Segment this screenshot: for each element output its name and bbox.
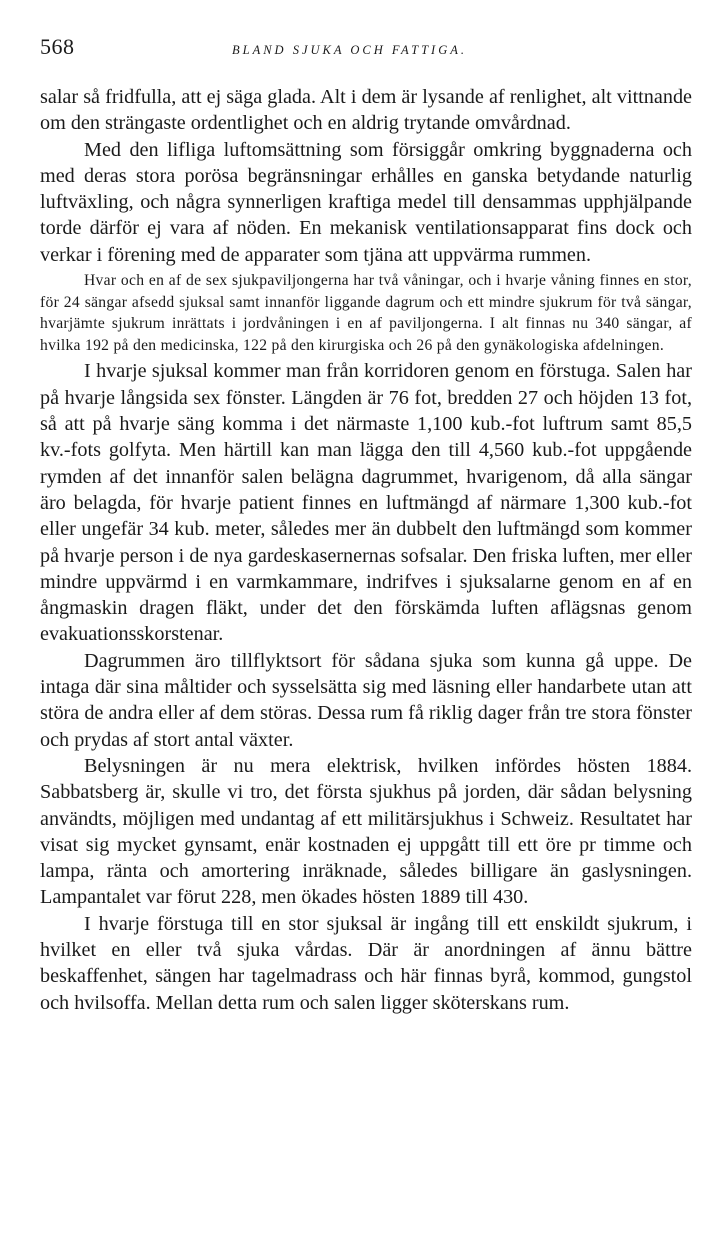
paragraph-continuation: salar så fridfulla, att ej säga glada. Alt i dem är lysande af renlighet, alt vittnande om den strängaste ordentlighet och en aldrig trytande omvårdnad. [40, 86, 692, 135]
running-title: BLAND SJUKA OCH FATTIGA. [232, 43, 467, 57]
page-number: 568 [40, 34, 75, 59]
paragraph-belysning: Belysningen är nu mera elektrisk, hvilken infördes hösten 1884. Sabbatsberg är, skulle vi tro, det första sjukhus på jorden, där sådan belysning användts, möjligen med undantag af ett militärsjukhus i Schweiz. Resultatet har visat sig mycket gynsamt, enär kostnaden ej uppgått till ett öre pr timme och lampa, ränta och amortering inräknade, således billigare än gaslysningen. Lampantalet var förut 228, men ökades hösten 1889 till 430. [40, 754, 692, 909]
paragraph-ventilation: Med den lifliga luftomsättning som försiggår omkring byggnaderna och med deras stora porösa begränsningar erhålles en ganska betydande naturlig luftväxling, och några synnerligen kraftiga medel till densammas upphjälpande torde därför ej vara af nöden. En mekanisk ventilationsapparat fins dock och verkar i förening med de apparater som tjäna att uppvärma rummen. [40, 138, 692, 266]
paragraph-sjuksal: I hvarje sjuksal kommer man från korridoren genom en förstuga. Salen har på hvarje långsida sex fönster. Längden är 76 fot, bredden 27 och höjden 13 fot, så att på hvarje säng komma i det närmaste 1,100 kub.-fot luftrum samt 85,5 kv.-fots golfyta. Men härtill kan man lägga den till 4,560 kub.-fot uppgående rymden af det innanför salen belägna dagrummet, hvarigenom, då alla sängar äro belagda, för hvarje patient finnes en luftmängd af närmare 1,300 kub.-fot eller ungefär 34 kub. meter, således mer än dubbelt den luftmängd som kommer på hvarje person i de nya gardeskasernernas sofsalar. Den friska luften, mer eller mindre uppvärmd i en varmkammare, indrifves i sjuksalarne genom en af en ångmaskin dragen fläkt, under det den förskämda luften aflägsnas genom evakuationsskorstenar. [40, 360, 692, 646]
paragraph-forstuga: I hvarje förstuga till en stor sjuksal är ingång till ett enskildt sjukrum, i hvilket en eller två sjuka vårdas. Där är anordningen af ännu bättre beskaffenhet, sängen har tagelmadrass och här finnas byrå, kommod, gungstol och hvilsoffa. Mellan detta rum och salen ligger sköterskans rum. [40, 912, 692, 1014]
paragraph-dagrum: Dagrummen äro tillflyktsort för sådana sjuka som kunna gå uppe. De intaga där sina måltider och sysselsätta sig med läsning eller handarbete utan att störa de andra eller af dem störas. Dessa rum få riklig dager från tre stora fönster och prydas af stort antal växter. [40, 649, 692, 751]
page-header [40, 34, 692, 68]
page-body [40, 84, 692, 1016]
paragraph-pavilions-note: Hvar och en af de sex sjukpaviljongerna har två våningar, och i hvarje våning finnes en stor, för 24 sängar afsedd sjuksal samt innanför liggande dagrum och ett mindre sjukrum för två sängar, hvarjämte sjukrum inrättats i jordvåningen i en af paviljongerna. I alt finnas nu 340 sängar, af hvilka 192 på den medicinska, 122 på den kirurgiska och 26 på den gynäkologiska afdelningen. [40, 272, 692, 354]
book-page [40, 34, 692, 1016]
